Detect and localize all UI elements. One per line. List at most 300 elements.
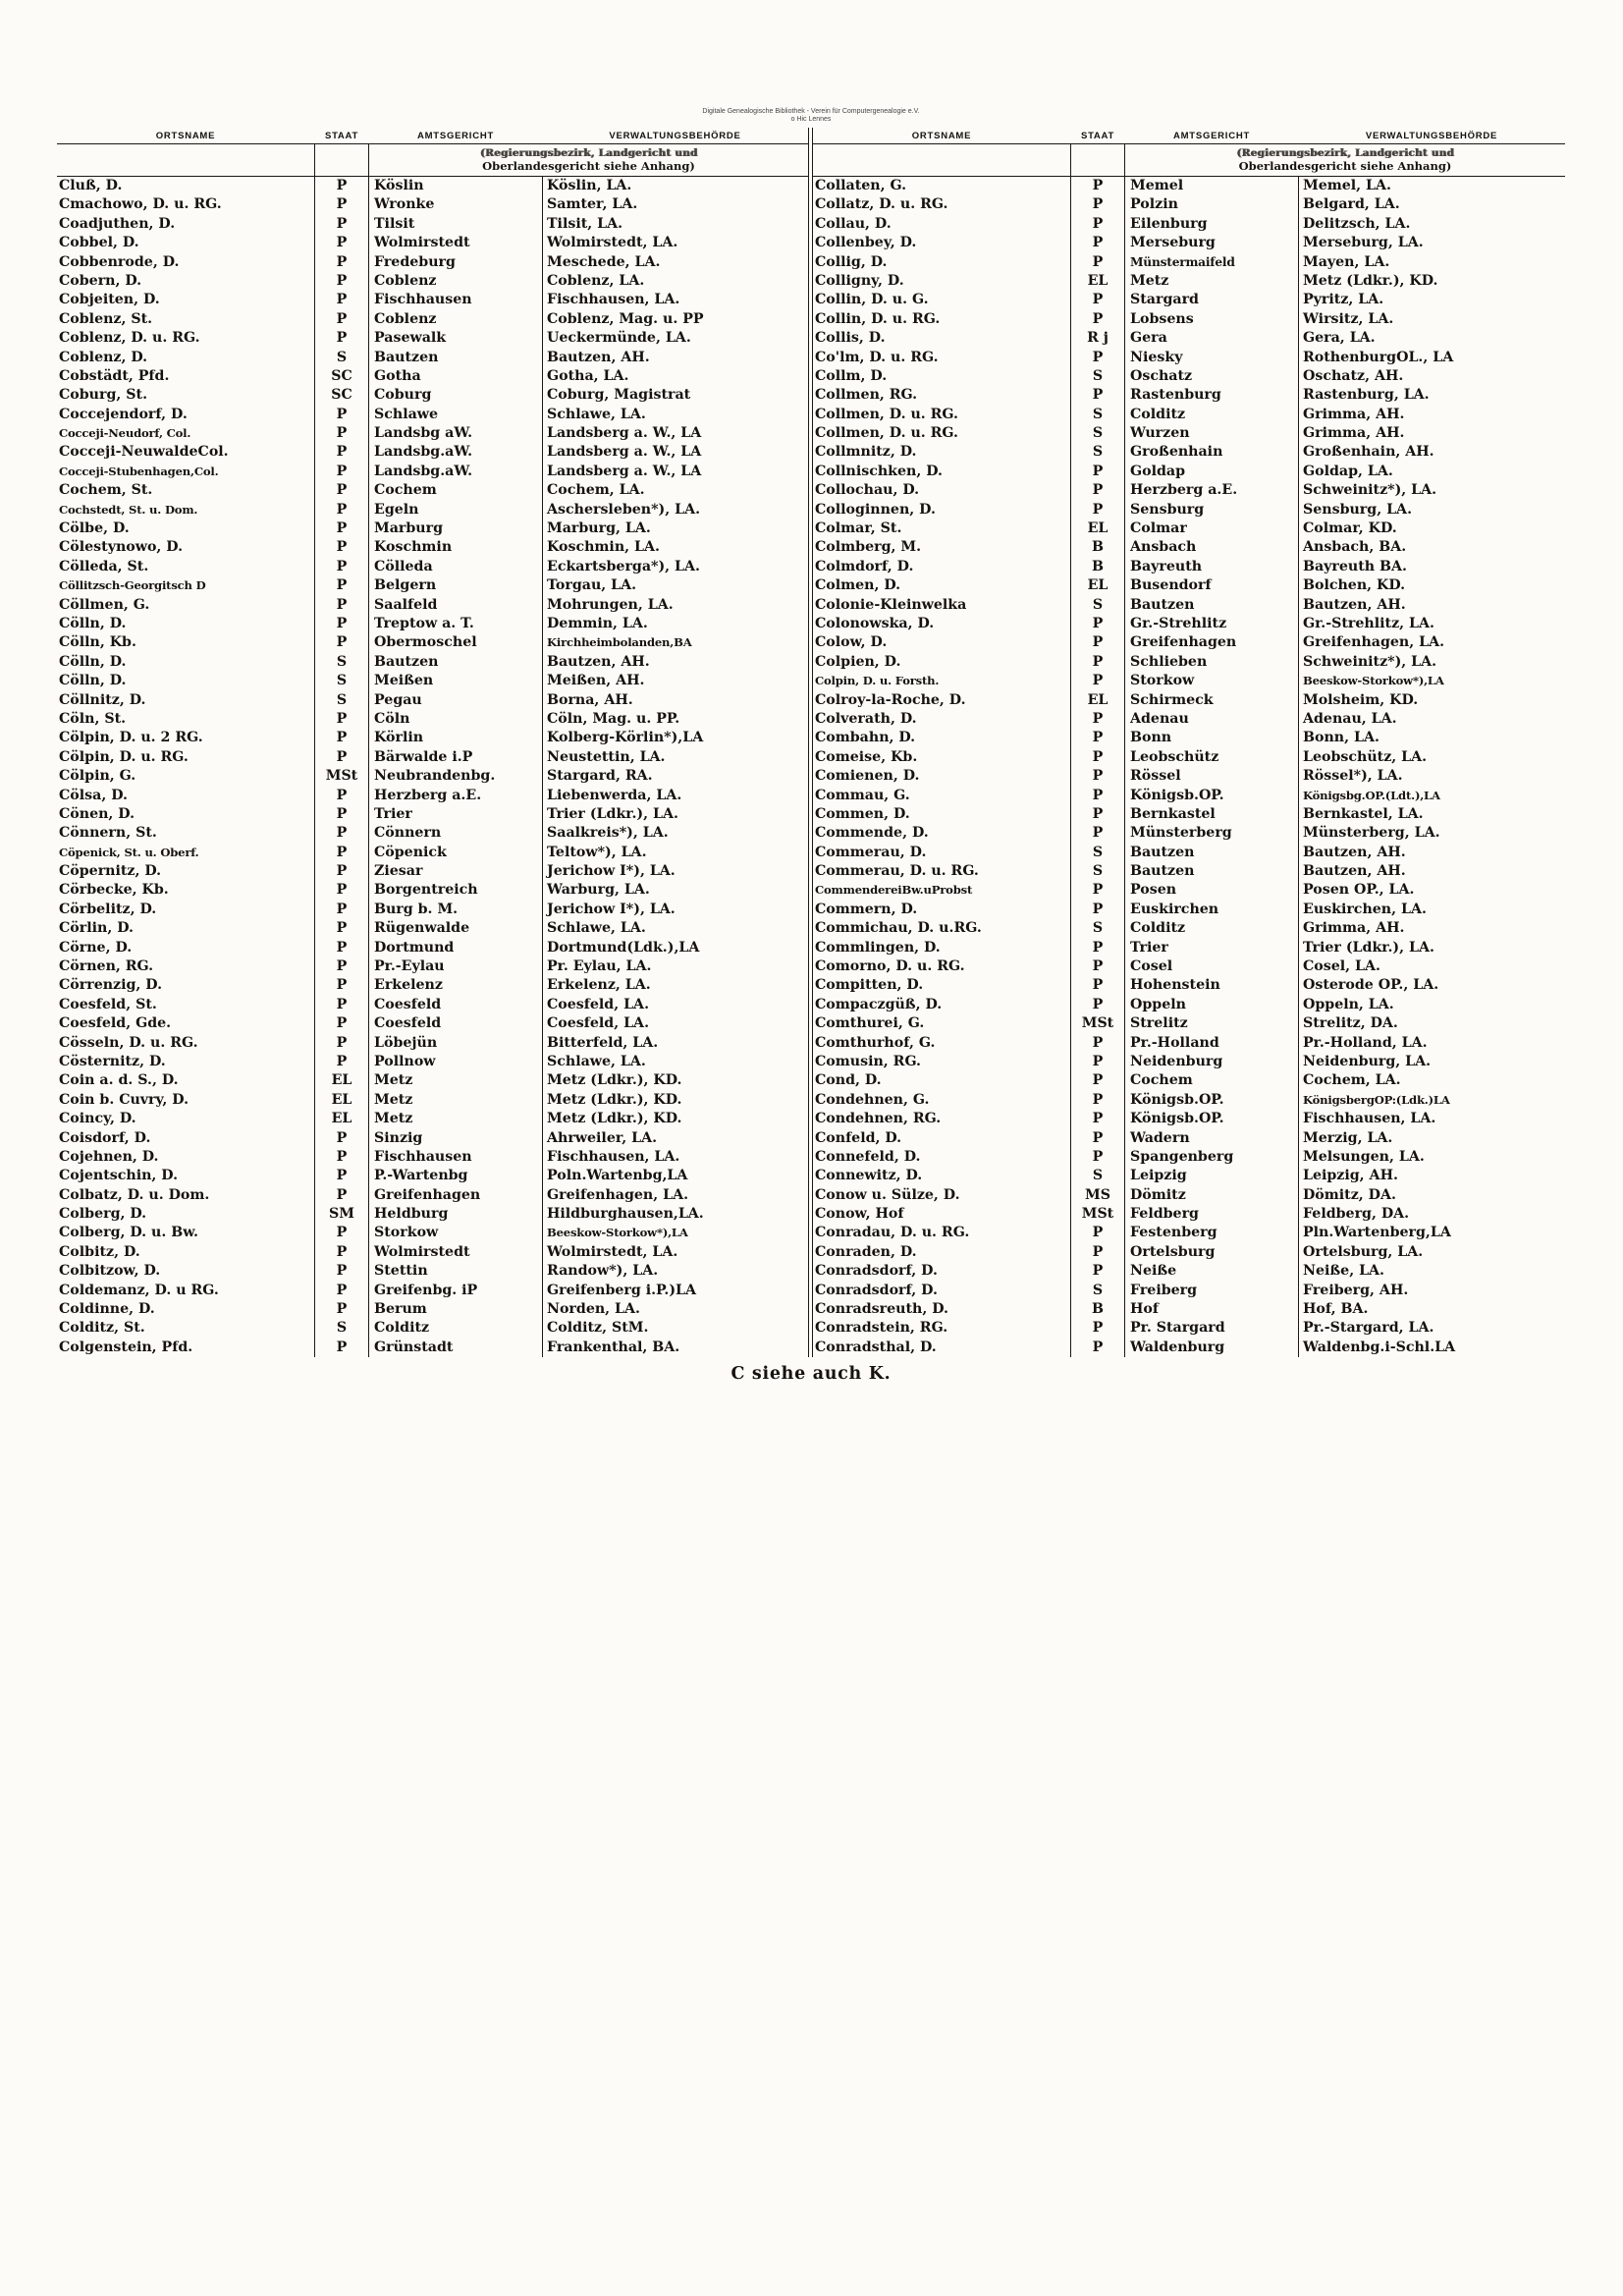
ortsname-cell: Cörnen, RG. — [59, 958, 154, 975]
table-row — [813, 215, 1565, 234]
verwaltungsbehoerde-cell: Bautzen, AH. — [1298, 862, 1565, 881]
amtsgericht-cell: Trier — [1130, 939, 1168, 956]
amtsgericht-cell: Landsbg.aW. — [374, 463, 473, 479]
table-row — [813, 576, 1565, 595]
note-spacer — [57, 144, 314, 176]
amtsgericht-cell: Spangenberg — [1130, 1148, 1234, 1165]
amtsgericht-cell: Goldap — [1130, 463, 1186, 479]
ortsname-cell: Compitten, D. — [815, 977, 924, 994]
staat-cell: P — [314, 291, 369, 309]
amtsgericht-cell: Königsb.OP. — [1130, 1091, 1224, 1108]
ortsname-cell: Cochem, St. — [59, 482, 153, 499]
table-row — [813, 691, 1565, 710]
ortsname-cell: Cölpin, G. — [59, 768, 136, 785]
staat-cell: P — [314, 1186, 369, 1205]
amtsgericht-cell: Metz — [374, 1111, 413, 1127]
amtsgericht-cell: Colditz — [374, 1320, 430, 1337]
verwaltungsbehoerde-cell: Goldap, LA. — [1298, 463, 1565, 481]
staat-cell: S — [1070, 919, 1125, 938]
verwaltungsbehoerde-cell: Dortmund(Ldk.),LA — [542, 939, 808, 957]
table-row — [57, 1034, 808, 1053]
ortsname-cell: Cölestynowo, D. — [59, 539, 184, 556]
table-row — [57, 272, 808, 291]
amtsgericht-cell: Wronke — [374, 196, 435, 213]
amtsgericht-cell: Bonn — [1130, 730, 1172, 746]
col-header-verwaltungsbehoerde: VERWALTUNGSBEHÖRDE — [1365, 131, 1498, 141]
staat-cell: P — [314, 424, 369, 443]
verwaltungsbehoerde-cell: Koschmin, LA. — [542, 538, 808, 557]
verwaltungsbehoerde-cell: Strelitz, DA. — [1298, 1014, 1565, 1033]
ortsname-cell: Collis, D. — [815, 330, 886, 347]
ortsname-cell: Cobern, D. — [59, 272, 142, 289]
ortsname-cell: Collmen, RG. — [815, 387, 918, 404]
verwaltungsbehoerde-cell: Bautzen, AH. — [542, 349, 808, 367]
ortsname-cell: Cörne, D. — [59, 939, 133, 956]
amtsgericht-cell: Fischhausen — [374, 1148, 472, 1165]
staat-cell: SM — [314, 1205, 369, 1224]
verwaltungsbehoerde-cell: Wirsitz, LA. — [1298, 310, 1565, 329]
amtsgericht-cell: Pasewalk — [374, 330, 447, 347]
amtsgericht-cell: Hohenstein — [1130, 977, 1220, 994]
table-row — [57, 901, 808, 919]
staat-cell: P — [314, 310, 369, 329]
verwaltungsbehoerde-cell: Fischhausen, LA. — [542, 291, 808, 309]
ortsname-cell: Colverath, D. — [815, 710, 917, 727]
amtsgericht-cell: Stargard — [1130, 292, 1199, 308]
staat-cell: P — [1070, 824, 1125, 843]
table-row — [813, 234, 1565, 252]
table-row — [813, 1071, 1565, 1090]
verwaltungsbehoerde-cell: Bonn, LA. — [1298, 729, 1565, 747]
verwaltungsbehoerde-cell: Sensburg, LA. — [1298, 501, 1565, 519]
verwaltungsbehoerde-cell: Adenau, LA. — [1298, 710, 1565, 729]
amtsgericht-cell: Cochem — [1130, 1072, 1193, 1089]
table-row — [813, 1262, 1565, 1281]
anhang-note-line2: Oberlandesgericht siehe Anhang) — [1238, 159, 1452, 173]
staat-cell: P — [1070, 253, 1125, 272]
ortsname-cell: Collau, D. — [815, 215, 892, 232]
staat-cell: P — [1070, 1339, 1125, 1357]
table-row — [813, 349, 1565, 367]
ortsname-cell: Coesfeld, St. — [59, 996, 157, 1012]
table-row — [57, 1148, 808, 1167]
table-row — [57, 1014, 808, 1033]
table-row — [57, 767, 808, 786]
staat-cell: P — [314, 1282, 369, 1300]
table-row — [813, 919, 1565, 938]
table-row — [57, 729, 808, 747]
amtsgericht-cell: Fischhausen — [374, 292, 472, 308]
table-row — [813, 519, 1565, 538]
ortsname-cell: Colbitzow, D. — [59, 1263, 161, 1280]
ortsname-cell: Co'lm, D. u. RG. — [815, 349, 939, 365]
ortsname-cell: Collatz, D. u. RG. — [815, 196, 948, 213]
amtsgericht-cell: P.-Wartenbg — [374, 1168, 468, 1184]
staat-cell: P — [1070, 901, 1125, 919]
verwaltungsbehoerde-cell: Pr. Eylau, LA. — [542, 957, 808, 976]
verwaltungsbehoerde-cell: Frankenthal, BA. — [542, 1339, 808, 1357]
staat-cell: P — [1070, 1262, 1125, 1281]
table-row — [813, 1243, 1565, 1262]
table-row — [57, 386, 808, 405]
staat-cell: P — [314, 1339, 369, 1357]
table-row — [57, 1167, 808, 1185]
table-row — [813, 367, 1565, 386]
ortsname-cell: Commerau, D. u. RG. — [815, 863, 979, 880]
staat-cell: SC — [314, 386, 369, 405]
verwaltungsbehoerde-cell: Metz (Ldkr.), KD. — [542, 1091, 808, 1110]
staat-cell: B — [1070, 1300, 1125, 1319]
staat-cell: P — [314, 501, 369, 519]
ortsname-cell: Conradsthal, D. — [815, 1339, 937, 1355]
ortsname-cell: Conradstein, RG. — [815, 1320, 948, 1337]
staat-cell: P — [1070, 767, 1125, 786]
ortsname-cell: Cölsa, D. — [59, 787, 128, 803]
table-row — [813, 1110, 1565, 1128]
amtsgericht-cell: Herzberg a.E. — [1130, 482, 1238, 499]
staat-cell: P — [314, 1243, 369, 1262]
staat-cell: MSt — [1070, 1205, 1125, 1224]
staat-cell: P — [1070, 1319, 1125, 1338]
ortsname-cell: Cörbelitz, D. — [59, 901, 157, 917]
table-row — [57, 881, 808, 900]
verwaltungsbehoerde-cell: Merseburg, LA. — [1298, 234, 1565, 252]
verwaltungsbehoerde-cell: Molsheim, KD. — [1298, 691, 1565, 710]
ortsname-cell: Collnischken, D. — [815, 463, 943, 479]
table-row — [57, 653, 808, 672]
ortsname-cell: Cörbecke, Kb. — [59, 882, 169, 899]
amtsgericht-cell: Dömitz — [1130, 1186, 1186, 1203]
staat-cell: R j — [1070, 329, 1125, 348]
amtsgericht-cell: Dortmund — [374, 939, 455, 956]
amtsgericht-cell: Waldenburg — [1130, 1339, 1225, 1355]
ortsname-cell: Commende, D. — [815, 825, 929, 842]
table-row — [57, 615, 808, 633]
verwaltungsbehoerde-cell: Grimma, AH. — [1298, 424, 1565, 443]
amtsgericht-cell: Tilsit — [374, 215, 415, 232]
amtsgericht-cell: Pegau — [374, 691, 422, 708]
amtsgericht-cell: Storkow — [1130, 673, 1195, 689]
ortsname-cell: Cobbel, D. — [59, 235, 139, 251]
table-row — [57, 501, 808, 519]
amtsgericht-cell: Pollnow — [374, 1053, 436, 1069]
table-row — [57, 1243, 808, 1262]
left-note — [57, 143, 809, 177]
staat-cell: EL — [1070, 691, 1125, 710]
ortsname-cell: Cocceji-Neudorf, Col. — [59, 426, 191, 441]
amtsgericht-cell: Coburg — [374, 387, 432, 404]
amtsgericht-cell: Meißen — [374, 673, 434, 689]
amtsgericht-cell: Cochem — [374, 482, 437, 499]
verwaltungsbehoerde-cell: Oschatz, AH. — [1298, 367, 1565, 386]
amtsgericht-cell: Cönnern — [374, 825, 442, 842]
verwaltungsbehoerde-cell: Demmin, LA. — [542, 615, 808, 633]
table-row — [57, 996, 808, 1014]
ortsname-cell: Comeise, Kb. — [815, 748, 918, 765]
ortsname-cell: Cörlin, D. — [59, 920, 134, 937]
verwaltungsbehoerde-cell: Grimma, AH. — [1298, 406, 1565, 424]
amtsgericht-cell: Bautzen — [1130, 596, 1195, 613]
ortsname-cell: Confeld, D. — [815, 1129, 902, 1146]
amtsgericht-cell: Schlawe — [374, 406, 439, 422]
verwaltungsbehoerde-cell: Gr.-Strehlitz, LA. — [1298, 615, 1565, 633]
staat-cell: P — [1070, 1091, 1125, 1110]
amtsgericht-cell: Feldberg — [1130, 1206, 1199, 1223]
ortsname-cell: Coblenz, St. — [59, 310, 153, 327]
ortsname-cell: Cobjeiten, D. — [59, 292, 160, 308]
ortsname-cell: Commen, D. — [815, 805, 910, 822]
amtsgericht-cell: Coesfeld — [374, 1015, 442, 1032]
amtsgericht-cell: Rügenwalde — [374, 920, 470, 937]
ortsname-cell: Conradsreuth, D. — [815, 1301, 948, 1318]
verwaltungsbehoerde-cell: Beeskow-Storkow*),LA — [542, 1224, 808, 1242]
staat-cell: P — [314, 748, 369, 767]
table-row — [57, 291, 808, 309]
staat-cell: P — [314, 862, 369, 881]
anhang-note — [1125, 144, 1565, 176]
staat-cell: P — [1070, 349, 1125, 367]
table-row — [813, 538, 1565, 557]
verwaltungsbehoerde-cell: Merzig, LA. — [1298, 1129, 1565, 1148]
staat-cell: P — [1070, 672, 1125, 690]
table-row — [57, 481, 808, 500]
amtsgericht-cell: Posen — [1130, 882, 1177, 899]
anhang-note-line2: Oberlandesgericht siehe Anhang) — [482, 159, 695, 173]
amtsgericht-cell: Münsterberg — [1130, 825, 1232, 842]
staat-cell: P — [1070, 1110, 1125, 1128]
amtsgericht-cell: Cölleda — [374, 558, 433, 574]
verwaltungsbehoerde-cell: Rastenburg, LA. — [1298, 386, 1565, 405]
amtsgericht-cell: Greifenhagen — [374, 1186, 481, 1203]
ortsname-cell: Collm, D. — [815, 367, 888, 384]
amtsgericht-cell: Münstermaifeld — [1130, 254, 1235, 269]
staat-cell: P — [1070, 1053, 1125, 1071]
ortsname-cell: Coblenz, D. — [59, 349, 148, 365]
amtsgericht-cell: Oschatz — [1130, 367, 1193, 384]
staat-cell: P — [1070, 976, 1125, 995]
col-header-staat: STAAT — [324, 131, 359, 141]
col-header-staat: STAAT — [1080, 131, 1115, 141]
amtsgericht-cell: Köslin — [374, 178, 424, 193]
verwaltungsbehoerde-cell: Coblenz, LA. — [542, 272, 808, 291]
verwaltungsbehoerde-cell: Meschede, LA. — [542, 253, 808, 272]
verwaltungsbehoerde-cell: Greifenhagen, LA. — [1298, 633, 1565, 652]
staat-cell: P — [1070, 1148, 1125, 1167]
table-row — [813, 653, 1565, 672]
staat-cell: P — [1070, 501, 1125, 519]
staat-cell: P — [314, 729, 369, 747]
amtsgericht-cell: Niesky — [1130, 349, 1183, 365]
verwaltungsbehoerde-cell: Trier (Ldkr.), LA. — [1298, 939, 1565, 957]
verwaltungsbehoerde-cell: Landsberg a. W., LA — [542, 463, 808, 481]
amtsgericht-cell: Colditz — [1130, 920, 1186, 937]
table-row — [813, 596, 1565, 615]
staat-cell: P — [1070, 1129, 1125, 1148]
table-row — [57, 596, 808, 615]
verwaltungsbehoerde-cell: Coesfeld, LA. — [542, 1014, 808, 1033]
left-header — [57, 128, 809, 143]
staat-cell: S — [314, 653, 369, 672]
ortsname-cell: Colbitz, D. — [59, 1243, 140, 1260]
staat-cell: P — [314, 272, 369, 291]
staat-cell: P — [1070, 996, 1125, 1014]
verwaltungsbehoerde-cell: Feldberg, DA. — [1298, 1205, 1565, 1224]
table-row — [813, 501, 1565, 519]
ortsname-cell: Collenbey, D. — [815, 235, 917, 251]
staat-cell: P — [314, 957, 369, 976]
verwaltungsbehoerde-cell: Metz (Ldkr.), KD. — [1298, 272, 1565, 291]
amtsgericht-cell: Pr.-Holland — [1130, 1034, 1219, 1051]
table-row — [813, 633, 1565, 652]
table-row — [813, 824, 1565, 843]
staat-cell: P — [314, 195, 369, 214]
ortsname-cell: Cölpin, D. u. 2 RG. — [59, 730, 203, 746]
verwaltungsbehoerde-cell: Belgard, LA. — [1298, 195, 1565, 214]
right-note — [812, 143, 1565, 177]
verwaltungsbehoerde-cell: Gotha, LA. — [542, 367, 808, 386]
staat-cell: P — [1070, 615, 1125, 633]
staat-cell: SC — [314, 367, 369, 386]
verwaltungsbehoerde-cell: Grimma, AH. — [1298, 919, 1565, 938]
amtsgericht-cell: Sinzig — [374, 1129, 423, 1146]
ortsname-cell: Commerau, D. — [815, 844, 927, 860]
verwaltungsbehoerde-cell: Bautzen, AH. — [542, 653, 808, 672]
verwaltungsbehoerde-cell: Schlawe, LA. — [542, 1053, 808, 1071]
staat-cell: P — [314, 1167, 369, 1185]
amtsgericht-cell: Polzin — [1130, 196, 1178, 213]
staat-cell: S — [1070, 862, 1125, 881]
ortsname-cell: Colberg, D. u. Bw. — [59, 1225, 198, 1241]
staat-cell: P — [314, 1034, 369, 1053]
verwaltungsbehoerde-cell: Wolmirstedt, LA. — [542, 1243, 808, 1262]
ortsname-cell: Cluß, D. — [59, 178, 123, 193]
col-header-ortsname: ORTSNAME — [911, 131, 972, 141]
verwaltungsbehoerde-cell: Melsungen, LA. — [1298, 1148, 1565, 1167]
staat-cell: EL — [1070, 519, 1125, 538]
amtsgericht-cell: Schirmeck — [1130, 691, 1214, 708]
ortsname-cell: Colonie-Kleinwelka — [815, 596, 967, 613]
amtsgericht-cell: Storkow — [374, 1225, 439, 1241]
verwaltungsbehoerde-cell: Cochem, LA. — [1298, 1071, 1565, 1090]
amtsgericht-cell: Neidenburg — [1130, 1053, 1223, 1069]
table-row — [57, 824, 808, 843]
ortsname-cell: Conradsdorf, D. — [815, 1263, 938, 1280]
ortsname-cell: Cocceji-Stubenhagen,Col. — [59, 464, 219, 478]
staat-cell: B — [1070, 538, 1125, 557]
table-row — [57, 367, 808, 386]
right-table — [812, 177, 1565, 1357]
ortsname-cell: Combahn, D. — [815, 730, 916, 746]
verwaltungsbehoerde-cell: Tilsit, LA. — [542, 215, 808, 234]
verwaltungsbehoerde-cell: Posen OP., LA. — [1298, 881, 1565, 900]
ortsname-cell: Colbatz, D. u. Dom. — [59, 1186, 210, 1203]
staat-cell: P — [314, 787, 369, 805]
table-row — [813, 481, 1565, 500]
table-row — [57, 538, 808, 557]
table-row — [57, 633, 808, 652]
table-row — [57, 939, 808, 957]
table-row — [57, 919, 808, 938]
ortsname-cell: Conraden, D. — [815, 1243, 917, 1260]
verwaltungsbehoerde-cell: Jerichow I*), LA. — [542, 862, 808, 881]
table-row — [813, 957, 1565, 976]
staat-cell: S — [1070, 406, 1125, 424]
staat-cell: P — [314, 177, 369, 195]
amtsgericht-cell: Wurzen — [1130, 425, 1190, 442]
table-row — [57, 519, 808, 538]
staat-cell: EL — [1070, 272, 1125, 291]
ortsname-cell: Comienen, D. — [815, 768, 920, 785]
ortsname-cell: Cojehnen, D. — [59, 1148, 159, 1165]
amtsgericht-cell: Coesfeld — [374, 996, 442, 1012]
staat-cell: MSt — [1070, 1014, 1125, 1033]
table-row — [813, 253, 1565, 272]
ortsname-cell: Coisdorf, D. — [59, 1129, 151, 1146]
library-watermark — [57, 108, 1565, 124]
verwaltungsbehoerde-cell: Bautzen, AH. — [1298, 844, 1565, 862]
amtsgericht-cell: Obermoschel — [374, 634, 477, 651]
ortsname-cell: Colligny, D. — [815, 272, 904, 289]
verwaltungsbehoerde-cell: Cöln, Mag. u. PP. — [542, 710, 808, 729]
verwaltungsbehoerde-cell: Landsberg a. W., LA — [542, 424, 808, 443]
amtsgericht-cell: Greifenhagen — [1130, 634, 1237, 651]
table-row — [57, 844, 808, 862]
ortsname-cell: Colpin, D. u. Forsth. — [815, 674, 940, 688]
staat-cell: P — [1070, 787, 1125, 805]
amtsgericht-cell: Colmar — [1130, 520, 1187, 537]
watermark-line2: o Hic Lennes — [790, 116, 832, 123]
amtsgericht-cell: Landsbg aW. — [374, 425, 473, 442]
table-row — [57, 1129, 808, 1148]
col-header-amtsgericht: AMTSGERICHT — [416, 131, 495, 141]
verwaltungsbehoerde-cell: Leobschütz, LA. — [1298, 748, 1565, 767]
amtsgericht-cell: Greifenbg. iP — [374, 1282, 478, 1298]
staat-cell: S — [1070, 596, 1125, 615]
table-row — [57, 1339, 808, 1357]
verwaltungsbehoerde-cell: Fischhausen, LA. — [1298, 1110, 1565, 1128]
verwaltungsbehoerde-cell: Wolmirstedt, LA. — [542, 234, 808, 252]
ortsname-cell: Conow u. Sülze, D. — [815, 1186, 960, 1203]
watermark-line1: Digitale Genealogische Bibliothek - Verein für Computergenealogie e.V. — [702, 108, 920, 115]
ortsname-cell: Cöllmen, G. — [59, 596, 150, 613]
staat-cell: P — [314, 481, 369, 500]
table-row — [57, 349, 808, 367]
table-row — [57, 1053, 808, 1071]
amtsgericht-cell: Coblenz — [374, 272, 437, 289]
table-row — [813, 329, 1565, 348]
staat-cell: P — [1070, 215, 1125, 234]
ortsname-cell: Collaten, G. — [815, 178, 907, 193]
amtsgericht-cell: Cöpenick — [374, 844, 447, 860]
ortsname-cell: Conradau, D. u. RG. — [815, 1225, 970, 1241]
ortsname-cell: Comthurhof, G. — [815, 1034, 936, 1051]
amtsgericht-cell: Rastenburg — [1130, 387, 1221, 404]
verwaltungsbehoerde-cell: Samter, LA. — [542, 195, 808, 214]
verwaltungsbehoerde-cell: Ansbach, BA. — [1298, 538, 1565, 557]
amtsgericht-cell: Egeln — [374, 501, 419, 518]
amtsgericht-cell: Belgern — [374, 577, 437, 594]
amtsgericht-cell: Gr.-Strehlitz — [1130, 615, 1227, 631]
table-row — [57, 1262, 808, 1281]
table-row — [57, 672, 808, 690]
staat-cell: P — [314, 215, 369, 234]
verwaltungsbehoerde-cell: Coesfeld, LA. — [542, 996, 808, 1014]
amtsgericht-cell: Bautzen — [374, 653, 439, 670]
amtsgericht-cell: Merseburg — [1130, 235, 1216, 251]
verwaltungsbehoerde-cell: Dömitz, DA. — [1298, 1186, 1565, 1205]
staat-cell: P — [314, 805, 369, 824]
staat-cell: S — [1070, 844, 1125, 862]
